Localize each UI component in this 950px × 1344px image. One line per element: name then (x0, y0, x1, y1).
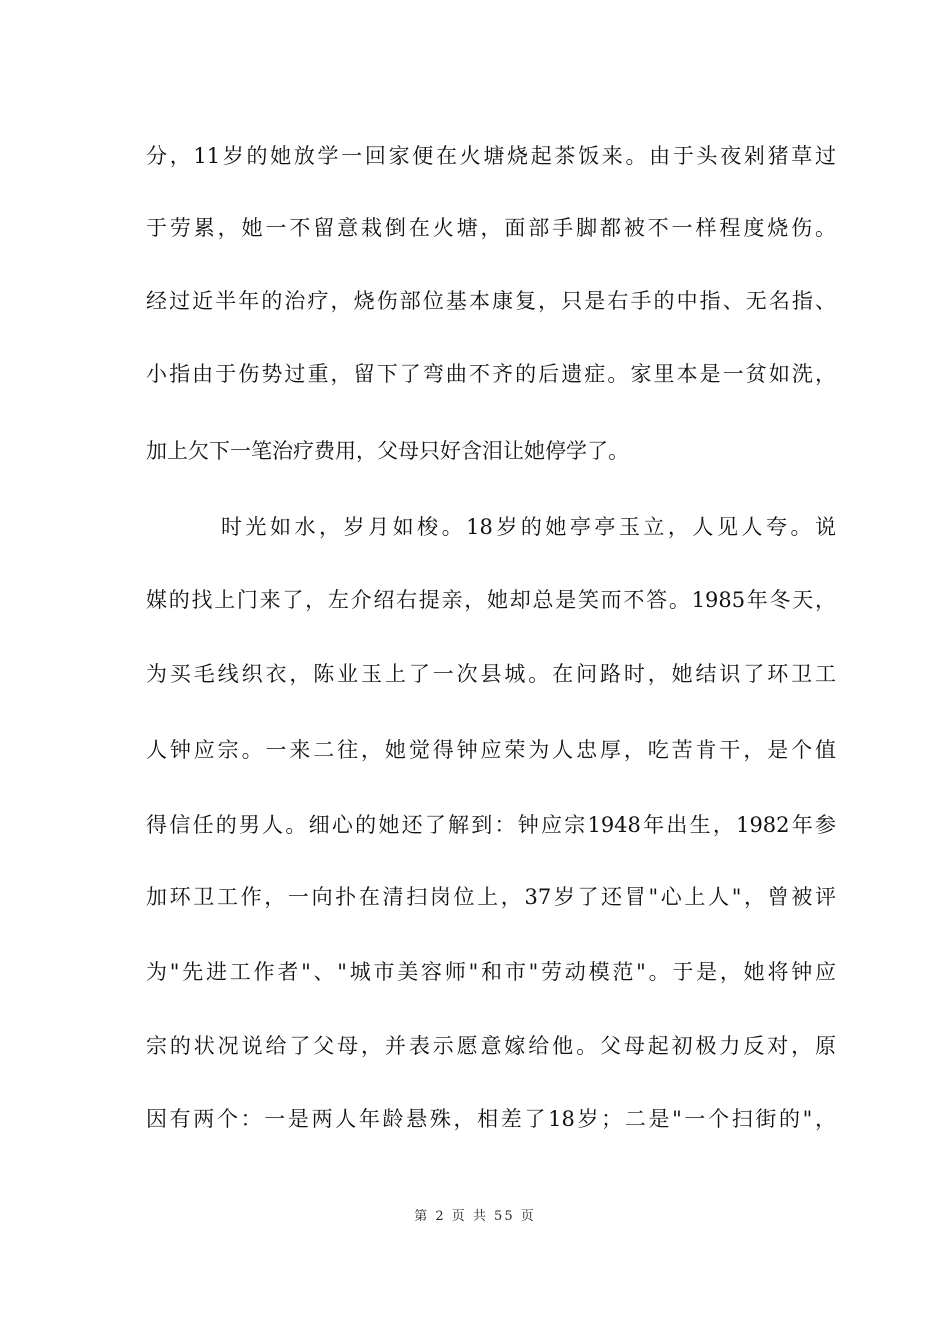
paragraph-line-10: 得信任的男人。细心的她还了解到：钟应宗1948年出生，1982年参 (146, 813, 836, 837)
paragraph-line-9: 人钟应宗。一来二往，她觉得钟应荣为人忠厚，吃苦肯干，是个值 (146, 738, 836, 762)
page-number-footer: 第 2 页 共 55 页 (414, 1209, 536, 1224)
paragraph-line-8: 为买毛线织衣，陈业玉上了一次县城。在问路时，她结识了环卫工 (146, 662, 836, 686)
paragraph-line-7: 媒的找上门来了，左介绍右提亲，她却总是笑而不答。1985年冬天， (146, 588, 836, 612)
paragraph-line-6: 时光如水，岁月如梭。18岁的她亭亭玉立，人见人夸。说 (221, 515, 836, 539)
paragraph-line-4: 小指由于伤势过重，留下了弯曲不齐的后遗症。家里本是一贫如洗， (146, 362, 836, 386)
paragraph-line-2: 于劳累，她一不留意栽倒在火塘，面部手脚都被不一样程度烧伤。 (146, 216, 836, 240)
paragraph-line-14: 因有两个：一是两人年龄悬殊，相差了18岁；二是"一个扫街的"， (146, 1107, 836, 1131)
paragraph-line-13: 宗的状况说给了父母，并表示愿意嫁给他。父母起初极力反对，原 (146, 1034, 836, 1058)
paragraph-line-1: 分，11岁的她放学一回家便在火塘烧起茶饭来。由于头夜剁猪草过 (146, 144, 836, 168)
paragraph-line-12: 为"先进工作者"、"城市美容师"和市"劳动模范"。于是，她将钟应 (146, 960, 836, 984)
paragraph-line-5: 加上欠下一笔治疗费用，父母只好含泪让她停学了。 (146, 439, 629, 463)
paragraph-line-11: 加环卫工作，一向扑在清扫岗位上，37岁了还冒"心上人"，曾被评 (146, 885, 836, 909)
paragraph-line-3: 经过近半年的治疗，烧伤部位基本康复，只是右手的中指、无名指、 (146, 289, 836, 313)
